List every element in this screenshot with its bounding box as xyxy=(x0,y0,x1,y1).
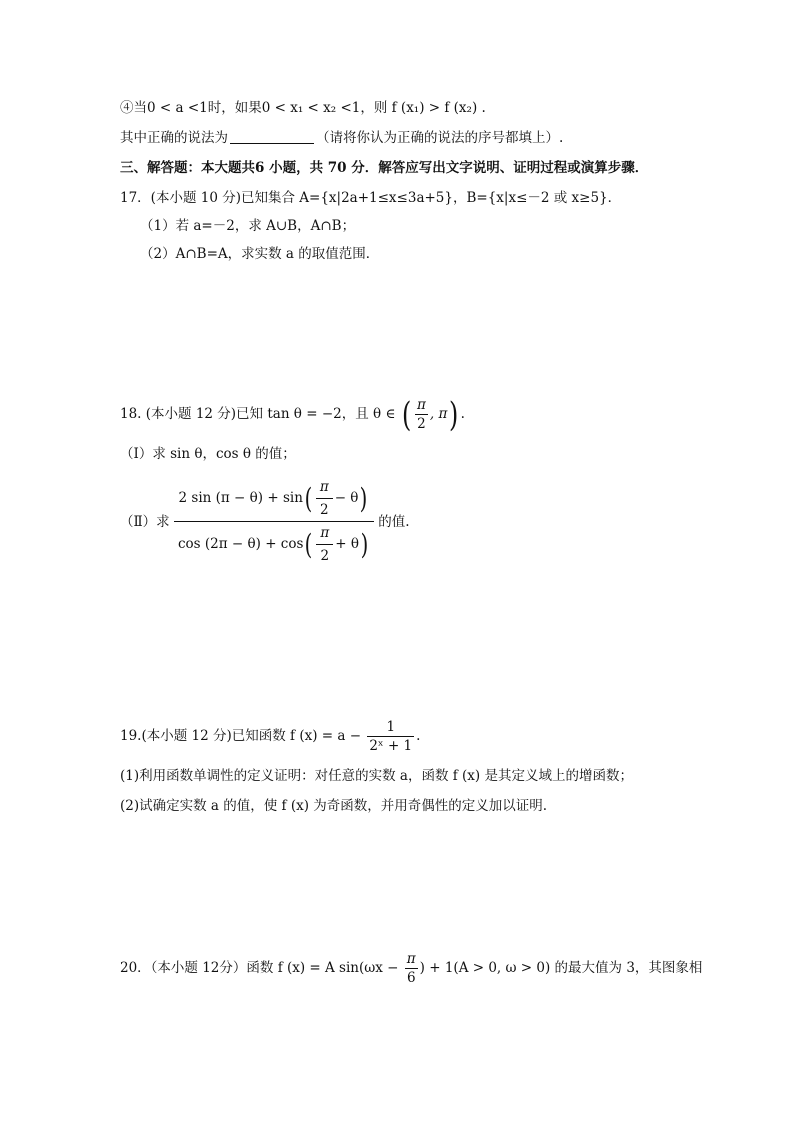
q17-stem: 17．(本小题 10 分)已知集合 A={x|2a+1≤x≤3a+5}，B={x|x≤－2 或 x≥5}． xyxy=(120,190,622,206)
q16-fill-line xyxy=(120,128,563,148)
q19-part2: (2)试确定实数 a 的值，使 f (x) 为奇函数，并用奇偶性的定义加以证明. xyxy=(120,798,548,814)
q18-expression-fraction: 2 sin (π − θ) + sin( $\frac{\pi}{2}$ − θ) cos (2π − θ) + cos( $\frac{\pi}{2}$ + θ) xyxy=(174,478,374,565)
q18-part2-suffix: 的值. xyxy=(378,513,410,530)
q20-stem: 20．（本小题 12分）函数 f (x) = A sin(ωx − $\frac{\pi}{6}$ ) + 1(A > 0, ω > 0) 的最大值为 3，其图象相 xyxy=(120,951,703,986)
q16-item4: ④当0 < a <1时，如果0 < x₁ < x₂ <1，则 f (x₁) > f (x₂) . xyxy=(120,100,486,116)
q19-part1: (1)利用函数单调性的定义证明：对任意的实数 a，函数 f (x) 是其定义域上的增函数； xyxy=(120,768,633,784)
q16-fill-prefix: 其中正确的说法为 xyxy=(120,130,228,146)
q18-stem-prefix: 18. (本小题 12 分)已知 tan θ = −2，且 θ ∈ xyxy=(120,406,396,422)
q20-stem-suffix: ) + 1(A > 0, ω > 0) 的最大值为 3，其图象相 xyxy=(419,960,703,976)
q18-part1: （Ⅰ）求 sin θ，cos θ 的值； xyxy=(120,446,296,462)
q18-part2 xyxy=(120,478,410,565)
q18-stem: 18. (本小题 12 分)已知 tan θ = −2，且 θ ∈ ( $\frac{\pi}{2}$ , π) . xyxy=(120,394,465,435)
q16-fill-suffix: （请将你认为正确的说法的序号都填上）. xyxy=(316,130,564,146)
q19-stem-prefix: 19.(本小题 12 分)已知函数 f (x) = a − xyxy=(120,728,362,744)
q17-part2: （2）A∩B=A，求实数 a 的取值范围． xyxy=(140,246,380,262)
section3-heading: 三、解答题：本大题共6 小题，共 70 分．解答应写出文字说明、证明过程或演算步骤． xyxy=(120,160,649,176)
q17-part1: （1）若 a=－2，求 A∪B，A∩B； xyxy=(140,218,356,234)
q20-stem-prefix: 20．（本小题 12分）函数 f (x) = A sin(ωx − xyxy=(120,960,399,976)
q19-stem: 19.(本小题 12 分)已知函数 f (x) = a − $\frac{1}{\text{2ˣ + 1}}$ . xyxy=(120,719,421,754)
q18-part2-prefix: （Ⅱ）求 xyxy=(120,513,170,530)
answer-blank xyxy=(230,129,314,144)
